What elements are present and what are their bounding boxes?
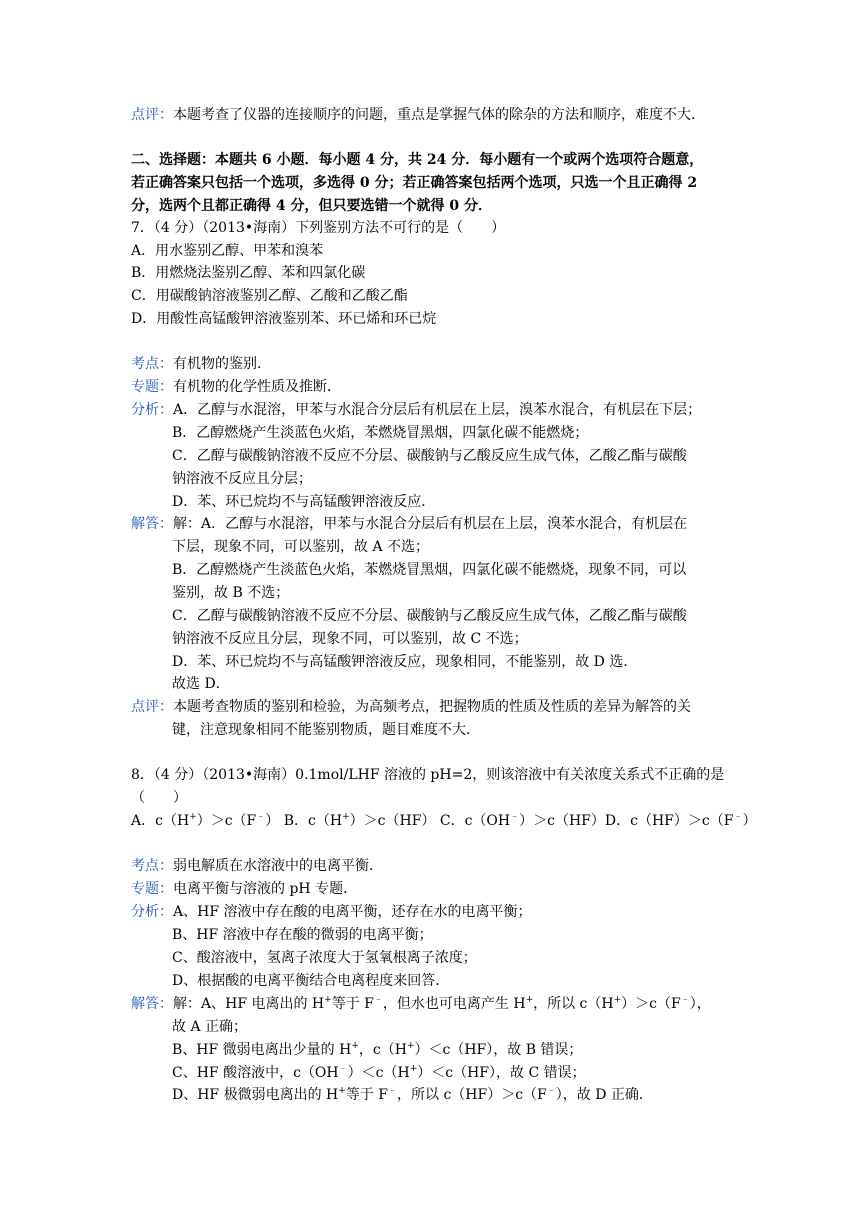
q8-option-b: B．c（H+）＞c（HF）	[283, 812, 436, 829]
q8-analysis-1: 分析：A、HF 溶液中存在酸的电离平衡，还存在水的电离平衡；	[131, 904, 532, 920]
q7-option-b: B．用燃烧法鉴别乙醇、苯和四氯化碳	[131, 265, 366, 281]
answer-label: 解答	[131, 516, 159, 532]
q7-answer-7: D．苯、环已烷均不与高锰酸钾溶液反应，现象相同，不能鉴别，故 D 选．	[172, 654, 638, 670]
q7-answer-5: C．乙醇与碳酸钠溶液不反应不分层、碳酸钠与乙酸反应生成气体，乙酸乙酯与碳酸	[172, 608, 687, 624]
answer-label: 解答	[131, 996, 159, 1012]
q8-options	[131, 811, 756, 831]
q7-answer-6: 钠溶液不反应且分层，现象不同，可以鉴别，故 C 不选；	[172, 631, 528, 647]
q7-answer-8: 故选 D．	[172, 676, 230, 692]
analysis-label: 分析	[131, 402, 159, 418]
q8-answer-2: 故 A 正确；	[172, 1019, 248, 1035]
q8-option-c: C．c（OH﹣）＞c（HF）	[439, 812, 605, 829]
q7-option-d: D．用酸性高锰酸钾溶液鉴别苯、环已烯和环已烷	[131, 311, 437, 327]
q7-answer-1: 解答：解：A．乙醇与水混溶，甲苯与水混合分层后有机层在上层，溴苯水混合，有机层在	[131, 516, 688, 532]
q8-option-a: A．c（H+）＞c（F﹣）	[131, 812, 280, 829]
q7-analysis-3: C．乙醇与碳酸钠溶液不反应不分层、碳酸钠与乙酸反应生成气体，乙酸乙酯与碳酸	[172, 448, 687, 464]
comment-label: 点评	[131, 699, 159, 715]
section2-line3: 分，选两个且都正确得 4 分，但只要选错一个就得 0 分．	[131, 198, 492, 214]
special-label: 专题	[131, 881, 159, 897]
q8-analysis-3: C、酸溶液中，氢离子浓度大于氢氧根离子浓度；	[172, 950, 477, 966]
section2-line1: 二、选择题：本题共 6 小题．每小题 4 分，共 24 分．每小题有一个或两个选项符合题意，	[131, 152, 704, 168]
prev-comment-line: 点评：本题考查了仪器的连接顺序的问题，重点是掌握气体的除杂的方法和顺序，难度不大．	[131, 107, 705, 123]
q8-stem-1: 8．（4 分）（2013•海南）0.1mol/LHF 溶液的 pH=2，则该溶液中有关浓度关系式不正确的是	[131, 767, 725, 783]
section2-line2: 若正确答案只包括一个选项，多选得 0 分；若正确答案包括两个选项，只选一个且正确得 2	[131, 175, 698, 191]
q7-analysis-2: B．乙醇燃烧产生淡蓝色火焰，苯燃烧冒黑烟，四氯化碳不能燃烧；	[172, 425, 589, 441]
analysis-label: 分析	[131, 904, 159, 920]
special-label: 专题	[131, 379, 159, 395]
q8-answer-5: D、HF 极微弱电离出的 H+等于 F﹣，所以 c（HF）＞c（F﹣），故 D 正确．	[172, 1086, 653, 1103]
q7-answer-4: 鉴别，故 B 不选；	[172, 585, 290, 601]
topic-label: 考点	[131, 858, 159, 874]
q7-comment-2: 键，注意现象相同不能鉴别物质，题目难度不大．	[172, 722, 480, 738]
q7-stem: 7．（4 分）（2013•海南）下列鉴别方法不可行的是（ ）	[131, 220, 506, 236]
comment-label: 点评	[131, 107, 159, 123]
prev-comment-text: 本题考查了仪器的连接顺序的问题，重点是掌握气体的除杂的方法和顺序，难度不大．	[173, 107, 705, 123]
q7-option-c: C．用碳酸钠溶液鉴别乙醇、乙酸和乙酸乙酯	[131, 288, 408, 304]
q7-analysis-5: D．苯、环已烷均不与高锰酸钾溶液反应．	[172, 494, 436, 510]
q7-topic: 考点：有机物的鉴别．	[131, 356, 271, 372]
q7-comment-1: 点评：本题考查物质的鉴别和检验，为高频考点，把握物质的性质及性质的差异为解答的关	[131, 699, 691, 715]
q7-special: 专题：有机物的化学性质及推断．	[131, 379, 341, 395]
q8-answer-1: 解答：解：A、HF 电离出的 H+等于 F﹣，但水也可电离产生 H+，所以 c（H+）＞c（F﹣），	[131, 995, 711, 1012]
topic-label: 考点	[131, 356, 159, 372]
q8-special: 专题：电离平衡与溶液的 pH 专题．	[131, 881, 358, 897]
q7-analysis-1: 分析：A．乙醇与水混溶，甲苯与水混合分层后有机层在上层，溴苯水混合，有机层在下层；	[131, 402, 702, 418]
q7-analysis-4: 钠溶液不反应且分层；	[172, 471, 312, 487]
q7-answer-3: B．乙醇燃烧产生淡蓝色火焰，苯燃烧冒黑烟，四氯化碳不能燃烧，现象不同，可以	[172, 562, 687, 578]
q8-answer-3: B、HF 微弱电离出少量的 H+，c（H+）＜c（HF），故 B 错误；	[172, 1041, 583, 1058]
q8-stem-2: （ ）	[131, 790, 187, 806]
q7-option-a: A．用水鉴别乙醇、甲苯和溴苯	[131, 243, 324, 259]
q8-option-d: D．c（HF）＞c（F﹣）	[604, 812, 757, 829]
q8-analysis-4: D、根据酸的电离平衡结合电离程度来回答．	[172, 973, 450, 989]
q8-topic: 考点：弱电解质在水溶液中的电离平衡．	[131, 858, 383, 874]
q8-analysis-2: B、HF 溶液中存在酸的微弱的电离平衡；	[172, 927, 433, 943]
q8-answer-4: C、HF 酸溶液中，c（OH﹣）＜c（H+）＜c（HF），故 C 错误；	[172, 1064, 586, 1081]
q7-answer-2: 下层，现象不同，可以鉴别，故 A 不选；	[172, 539, 430, 555]
